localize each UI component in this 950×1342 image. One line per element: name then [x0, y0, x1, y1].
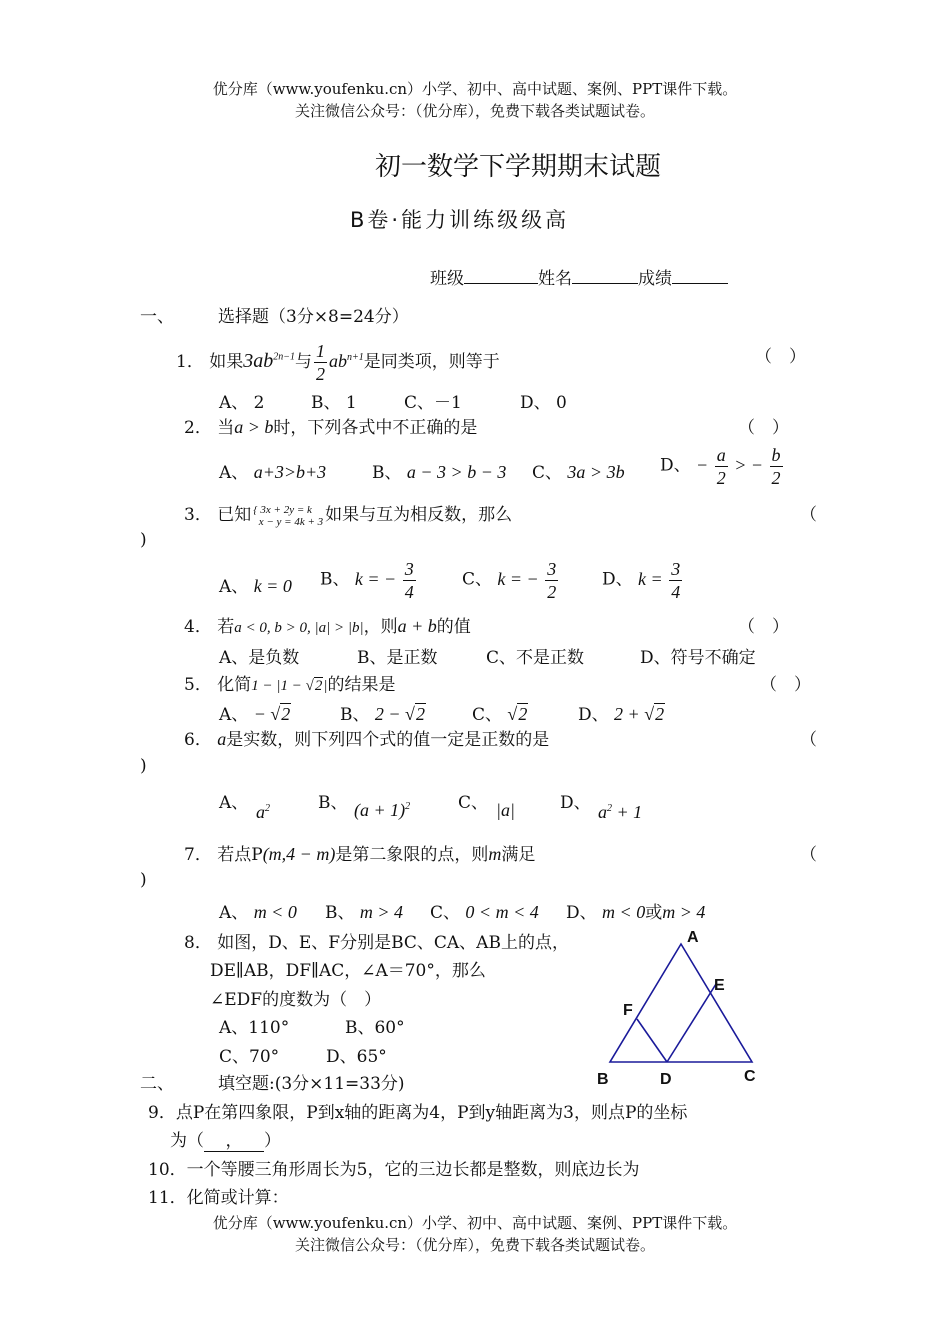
q5-pre: 化简 — [217, 675, 252, 695]
q8-option-b[interactable]: B、60° — [345, 1018, 405, 1038]
triangle-figure — [590, 922, 780, 1092]
q6-var: a — [217, 729, 227, 749]
q7-number: 7． — [184, 845, 212, 865]
q4-option-a[interactable]: A、是负数 — [219, 648, 300, 668]
section-2-number: 二、 — [140, 1074, 174, 1094]
section-2-title: 填空题:(3分×11=33分) — [218, 1074, 405, 1094]
q7-option-a[interactable] — [219, 898, 297, 923]
q2-b-expr: a − 3 > b − 3 — [406, 462, 507, 482]
q8-option-d[interactable]: D、65° — [326, 1047, 387, 1067]
q7-option-c[interactable] — [430, 898, 539, 923]
q7-point: (m,4 − m) — [262, 844, 336, 864]
q5-answer-paren[interactable]: （ ） — [760, 675, 811, 695]
q5-a-label: A、 — [219, 705, 249, 725]
q3-paren-close[interactable]: ) — [140, 530, 147, 550]
section-1-number: 一、 — [140, 307, 174, 327]
q3-stem — [184, 500, 512, 528]
q3-d-expr: k = $\frac{3}{4}$ — [638, 559, 681, 602]
q5-expr: 1 − |1 − √2| — [251, 678, 328, 694]
q2-b-label: B、 — [372, 463, 402, 483]
footer-line-2: 关注微信公众号：（优分库），免费下载各类试题试卷。 — [294, 1236, 655, 1254]
q8-number: 8． — [184, 933, 212, 953]
q1-pre: 如果 — [209, 352, 244, 372]
q9-line-2 — [170, 1126, 281, 1152]
q1-option-a[interactable]: A、 2 — [219, 393, 265, 413]
q5-a-expr: − √2 — [253, 704, 291, 724]
q10-text: 10．一个等腰三角形周长为5，它的三边长都是整数，则底边长为 — [148, 1160, 640, 1180]
q9-answer-blank[interactable]: ， — [204, 1126, 264, 1152]
segment-df — [637, 1019, 667, 1062]
class-blank[interactable] — [464, 283, 538, 284]
score-blank[interactable] — [672, 283, 728, 284]
q5-number: 5． — [184, 675, 212, 695]
q7-b-label: B、 — [325, 903, 355, 923]
name-blank[interactable] — [572, 283, 638, 284]
q1-number: 1． — [176, 352, 204, 372]
q8-option-a[interactable]: A、110° — [219, 1018, 290, 1038]
q2-a-expr: a+3>b+3 — [253, 462, 327, 482]
q6-option-c-label[interactable]: C、 — [458, 793, 489, 813]
q1-frac: $\frac{1}{2}$ — [315, 341, 325, 384]
q2-stem — [184, 413, 477, 438]
q6-post: 是实数，则下列四个式的值一定是正数的是 — [226, 730, 550, 750]
q7-stem — [184, 840, 535, 865]
q4-number: 4． — [184, 617, 212, 637]
q6-option-d-label[interactable]: D、 — [560, 793, 591, 813]
q2-option-a[interactable] — [219, 458, 326, 483]
q1-expr-2: $ab^{n+1}$ — [328, 351, 364, 371]
label-c: C — [744, 1068, 756, 1085]
q4-stem — [184, 612, 471, 637]
q7-c-label: C、 — [430, 903, 461, 923]
q7-paren-close[interactable]: ) — [140, 870, 147, 890]
q9-line-2-post: ） — [264, 1131, 281, 1151]
q7-var: m — [488, 844, 502, 864]
q5-option-d[interactable] — [578, 700, 665, 725]
q7-post: 是第二象限的点，则 — [335, 845, 489, 865]
q5-post: 的结果是 — [327, 675, 396, 695]
label-d: D — [660, 1071, 672, 1088]
q5-c-label: C、 — [472, 705, 503, 725]
q5-d-label: D、 — [578, 705, 609, 725]
q1-option-d[interactable]: D、 0 — [520, 393, 567, 413]
q5-option-b[interactable] — [340, 700, 426, 725]
exam-title: 初一数学下学期期末试题 — [375, 152, 662, 182]
q4-option-d[interactable]: D、符号不确定 — [640, 648, 756, 668]
q2-number: 2． — [184, 418, 212, 438]
q3-b-label: B、 — [320, 569, 350, 590]
q1-expr-1: $3ab^{2n-1}$ — [243, 350, 295, 372]
q3-option-b[interactable] — [320, 560, 418, 601]
q1-post: 是同类项，则等于 — [363, 352, 500, 372]
q5-stem — [184, 670, 395, 695]
q8-line-1-text: 如图，D、E、F分别是BC、CA、AB上的点， — [217, 933, 569, 953]
q7-b-expr: m > 4 — [359, 902, 404, 922]
q8-option-c[interactable]: C、70° — [219, 1047, 280, 1067]
q2-d-expr: − $\frac{a}{2}$ > − $\frac{b}{2}$ — [696, 445, 781, 488]
q3-c-label: C、 — [462, 569, 493, 590]
q4-expr: a + b — [397, 616, 437, 636]
q3-option-d[interactable] — [602, 560, 684, 601]
q7-d-expr-2: m > 4 — [662, 902, 706, 922]
q8-line-3: ∠EDF的度数为（ ） — [210, 990, 382, 1010]
q6-option-a-expr: $a^2$ — [256, 802, 270, 822]
q3-b-expr: k = − $\frac{3}{4}$ — [354, 559, 414, 602]
q4-option-b[interactable]: B、是正数 — [357, 648, 438, 668]
q2-option-b[interactable] — [372, 458, 506, 483]
q3-paren-open[interactable]: （ — [800, 505, 817, 525]
q3-a-label: A、 — [219, 577, 249, 597]
q5-b-expr: 2 − √2 — [374, 704, 425, 724]
segment-de — [667, 984, 716, 1062]
class-label: 班级 — [430, 269, 464, 289]
q7-a-expr: m < 0 — [253, 902, 297, 922]
q6-option-b-expr: $(a + 1)^2$ — [354, 800, 411, 820]
q1-stem — [176, 342, 500, 383]
label-b: B — [597, 1071, 609, 1088]
q11-text: 11．化简或计算： — [148, 1188, 289, 1208]
label-e: E — [714, 977, 725, 994]
name-label: 姓名 — [538, 269, 572, 289]
q6-option-c-expr: |a| — [496, 800, 515, 820]
q6-option-d-expr: $a^2 + 1$ — [598, 802, 643, 822]
q3-a-expr: k = 0 — [253, 576, 292, 596]
q2-post: 时，下列各式中不正确的是 — [273, 418, 478, 438]
q2-cond: a > b — [234, 417, 274, 437]
q6-option-b-label[interactable]: B、 — [318, 793, 348, 813]
q7-d-or: 或 — [645, 903, 663, 923]
q2-c-expr: 3a > 3b — [567, 462, 625, 482]
q4-pre: 若 — [217, 617, 235, 637]
q4-mid: ，则 — [363, 617, 398, 637]
section-1-title: 选择题（3分×8=24分） — [218, 307, 409, 327]
q6-paren-close[interactable]: ) — [140, 756, 147, 776]
q1-option-b[interactable]: B、 1 — [311, 393, 357, 413]
q2-option-d[interactable] — [660, 446, 785, 487]
q3-option-a[interactable] — [219, 572, 292, 597]
q4-post: 的值 — [436, 617, 471, 637]
exam-subtitle: B卷·能力训练级级高 — [350, 208, 570, 232]
q1-mid: 与 — [294, 352, 312, 372]
q8-line-2: DE∥AB，DF∥AC，∠A＝70°，那么 — [210, 961, 486, 981]
q3-option-c[interactable] — [462, 560, 560, 601]
q2-c-label: C、 — [532, 463, 563, 483]
info-line — [430, 264, 728, 289]
q7-c-expr: 0 < m < 4 — [465, 902, 539, 922]
q6-stem — [184, 725, 549, 750]
q8-line-1 — [184, 928, 569, 953]
q7-a-label: A、 — [219, 903, 249, 923]
q6-number: 6． — [184, 730, 212, 750]
q5-d-expr: 2 + √2 — [614, 704, 665, 724]
q3-system: { 3x + 2y = k x − y = 4k + 3 — [253, 503, 324, 528]
q9-line-2-pre: 为（ — [170, 1131, 204, 1151]
q7-post2: 满足 — [501, 845, 536, 865]
q4-answer-paren[interactable]: （ ） — [738, 617, 789, 637]
q7-d-expr-1: m < 0 — [602, 902, 646, 922]
q9-line-1: 9．点P在第四象限，P到x轴的距离为4，P到y轴距离为3，则点P的坐标 — [148, 1103, 688, 1123]
q4-option-c[interactable]: C、不是正数 — [486, 648, 585, 668]
q5-option-c[interactable] — [472, 700, 528, 725]
header-line-2: 关注微信公众号：（优分库），免费下载各类试题试卷。 — [294, 102, 655, 120]
q3-c-expr: k = − $\frac{3}{2}$ — [497, 559, 557, 602]
footer-line-1: 优分库（www.youfenku.cn）小学、初中、高中试题、案例、PPT课件下载。 — [212, 1214, 738, 1232]
q7-option-d[interactable] — [566, 898, 705, 923]
q5-c-expr: √2 — [507, 704, 528, 724]
q7-d-label: D、 — [566, 903, 597, 923]
q3-pre: 已知 — [217, 505, 252, 525]
q1-answer-paren[interactable]: （ ） — [755, 347, 806, 367]
q2-a-label: A、 — [219, 463, 249, 483]
q7-paren-open[interactable]: （ — [800, 845, 817, 865]
q6-paren-open[interactable]: （ — [800, 730, 817, 750]
label-a: A — [687, 929, 699, 946]
q3-d-label: D、 — [602, 569, 633, 590]
q2-d-label: D、 — [660, 455, 691, 476]
q4-cond: a < 0, b > 0, |a| > |b| — [234, 620, 364, 636]
q5-option-a[interactable] — [219, 700, 291, 725]
q2-pre: 当 — [217, 418, 235, 438]
q7-pre: 若点P — [217, 845, 263, 865]
header-line-1: 优分库（www.youfenku.cn）小学、初中、高中试题、案例、PPT课件下载。 — [212, 80, 738, 98]
score-label: 成绩 — [638, 269, 672, 289]
q3-number: 3． — [184, 505, 212, 525]
q5-b-label: B、 — [340, 705, 370, 725]
q7-option-b[interactable] — [325, 898, 403, 923]
label-f: F — [623, 1002, 633, 1019]
q2-option-c[interactable] — [532, 458, 625, 483]
q6-option-a-label[interactable]: A、 — [219, 793, 249, 813]
q3-post: 如果与互为相反数，那么 — [325, 505, 513, 525]
q2-answer-paren[interactable]: （ ） — [738, 418, 789, 438]
q1-option-c[interactable]: C、－1 — [404, 393, 462, 413]
